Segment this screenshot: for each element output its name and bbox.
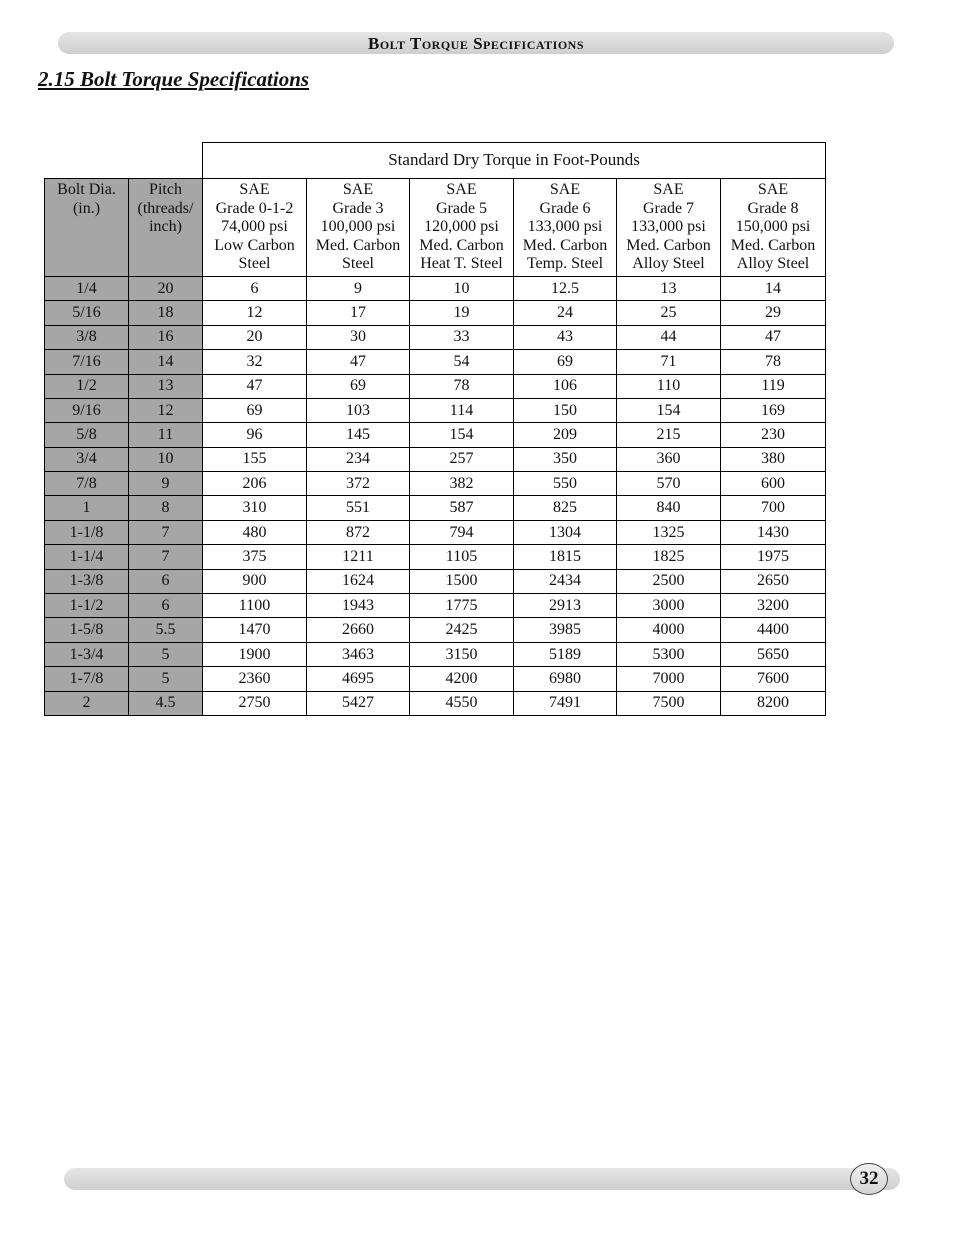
torque-value-cell: 155 [203,447,307,471]
torque-value-cell: 234 [307,447,410,471]
torque-value-cell: 700 [721,496,826,520]
torque-value-cell: 570 [617,472,721,496]
column-header-line: inch) [149,218,182,236]
torque-value-cell: 1211 [307,545,410,569]
column-header-line: Med. Carbon [419,236,504,254]
bolt-diameter-cell: 1/2 [45,374,129,398]
torque-value-cell: 154 [617,398,721,422]
column-header-line: Pitch [149,181,182,198]
torque-value-cell: 106 [514,374,617,398]
bolt-diameter-cell: 1-5/8 [45,618,129,642]
column-header-line: Grade 7 [642,199,695,217]
torque-value-cell: 47 [307,350,410,374]
torque-value-cell: 5189 [514,642,617,666]
torque-value-cell: 1304 [514,520,617,544]
column-header-line: Temp. Steel [526,255,604,273]
torque-value-cell: 5650 [721,642,826,666]
torque-value-cell: 2500 [617,569,721,593]
torque-value-cell: 4200 [410,667,514,691]
column-header-line: Grade 3 [332,199,384,217]
torque-value-cell: 43 [514,325,617,349]
column-header-4 [410,179,514,277]
torque-value-cell: 7491 [514,691,617,715]
torque-value-cell: 33 [410,325,514,349]
column-header-line: 100,000 psi [320,218,396,236]
torque-value-cell: 7000 [617,667,721,691]
pitch-cell: 12 [129,398,203,422]
torque-value-cell: 25 [617,301,721,325]
pitch-cell: 13 [129,374,203,398]
page-number: 32 [850,1163,888,1195]
torque-value-cell: 44 [617,325,721,349]
column-header-line: Alloy Steel [736,255,810,273]
pitch-cell: 5 [129,667,203,691]
torque-value-cell: 825 [514,496,617,520]
torque-value-cell: 600 [721,472,826,496]
table-body [45,276,826,715]
pitch-cell: 8 [129,496,203,520]
torque-value-cell: 145 [307,423,410,447]
torque-value-cell: 350 [514,447,617,471]
torque-value-cell: 96 [203,423,307,447]
torque-value-cell: 119 [721,374,826,398]
column-header-5 [514,179,617,277]
column-header-3 [307,179,410,277]
table-row [45,496,826,520]
torque-value-cell: 382 [410,472,514,496]
bolt-diameter-cell: 1/4 [45,276,129,300]
pitch-cell: 14 [129,350,203,374]
table-row [45,350,826,374]
table-row [45,472,826,496]
bolt-diameter-cell: 1 [45,496,129,520]
torque-value-cell: 1500 [410,569,514,593]
torque-value-cell: 2660 [307,618,410,642]
table-row [45,325,826,349]
column-header-line: 133,000 psi [527,218,603,236]
torque-value-cell: 3150 [410,642,514,666]
torque-value-cell: 840 [617,496,721,520]
footer-bar [64,1168,900,1190]
torque-value-cell: 900 [203,569,307,593]
torque-value-cell: 103 [307,398,410,422]
torque-value-cell: 7600 [721,667,826,691]
column-header-2 [203,179,307,277]
torque-value-cell: 2434 [514,569,617,593]
torque-value-cell: 1815 [514,545,617,569]
torque-value-cell: 1100 [203,594,307,618]
bolt-diameter-cell: 1-1/2 [45,594,129,618]
torque-value-cell: 4400 [721,618,826,642]
bolt-diameter-cell: 2 [45,691,129,715]
pitch-cell: 11 [129,423,203,447]
column-header-line: 150,000 psi [735,218,811,236]
table-row [45,398,826,422]
table-row [45,520,826,544]
column-header-line: Grade 0-1-2 [215,199,294,217]
torque-value-cell: 310 [203,496,307,520]
column-header-line: Med. Carbon [626,236,711,254]
torque-value-cell: 4550 [410,691,514,715]
bolt-diameter-cell: 3/4 [45,447,129,471]
column-header-6 [617,179,721,277]
torque-value-cell: 10 [410,276,514,300]
column-header-line: Heat T. Steel [420,255,503,273]
torque-value-cell: 169 [721,398,826,422]
torque-value-cell: 209 [514,423,617,447]
torque-value-cell: 1900 [203,642,307,666]
torque-value-cell: 69 [514,350,617,374]
bolt-diameter-cell: 7/16 [45,350,129,374]
torque-value-cell: 215 [617,423,721,447]
column-header-line: Grade 8 [747,199,799,217]
torque-value-cell: 13 [617,276,721,300]
torque-value-cell: 1105 [410,545,514,569]
torque-value-cell: 8200 [721,691,826,715]
bolt-diameter-cell: 1-3/8 [45,569,129,593]
torque-value-cell: 551 [307,496,410,520]
section-title: 2.15 Bolt Torque Specifications [38,67,310,91]
torque-value-cell: 12 [203,301,307,325]
torque-value-cell: 1624 [307,569,410,593]
torque-value-cell: 78 [721,350,826,374]
bolt-diameter-cell: 3/8 [45,325,129,349]
column-header-line: SAE [653,181,684,198]
bolt-torque-table [44,142,826,716]
table-row [45,545,826,569]
torque-value-cell: 1775 [410,594,514,618]
bolt-diameter-cell: 5/8 [45,423,129,447]
torque-value-cell: 6 [203,276,307,300]
header-bar [58,32,894,54]
column-header-line: Grade 6 [539,199,591,217]
column-header-line: 120,000 psi [424,218,499,236]
torque-value-cell: 154 [410,423,514,447]
pitch-cell: 9 [129,472,203,496]
torque-value-cell: 257 [410,447,514,471]
column-header-line: 74,000 psi [221,218,288,236]
torque-value-cell: 372 [307,472,410,496]
torque-value-cell: 47 [203,374,307,398]
torque-value-cell: 1975 [721,545,826,569]
torque-value-cell: 20 [203,325,307,349]
torque-value-cell: 19 [410,301,514,325]
column-header-line: SAE [446,181,477,198]
pitch-cell: 20 [129,276,203,300]
torque-value-cell: 17 [307,301,410,325]
torque-value-cell: 380 [721,447,826,471]
table-row [45,569,826,593]
torque-value-cell: 7500 [617,691,721,715]
torque-value-cell: 2913 [514,594,617,618]
torque-value-cell: 29 [721,301,826,325]
torque-value-cell: 3985 [514,618,617,642]
bolt-diameter-cell: 1-1/4 [45,545,129,569]
column-header-line: Med. Carbon [315,236,401,254]
group-header-row [45,143,826,179]
column-header-line: 133,000 psi [631,218,706,236]
torque-value-cell: 24 [514,301,617,325]
torque-value-cell: 110 [617,374,721,398]
table-row [45,423,826,447]
column-header-line: SAE [549,181,581,198]
torque-value-cell: 54 [410,350,514,374]
pitch-cell: 16 [129,325,203,349]
torque-value-cell: 9 [307,276,410,300]
table-row [45,276,826,300]
table-row [45,594,826,618]
torque-value-cell: 360 [617,447,721,471]
torque-value-cell: 4695 [307,667,410,691]
torque-value-cell: 872 [307,520,410,544]
torque-value-cell: 78 [410,374,514,398]
torque-value-cell: 3463 [307,642,410,666]
column-header-line: Bolt Dia. [57,181,116,198]
torque-value-cell: 1430 [721,520,826,544]
column-header-line: (in.) [72,199,101,217]
column-header-1 [129,179,203,277]
table-row [45,618,826,642]
column-header-7 [721,179,826,277]
column-header-line: SAE [342,181,374,198]
table-row [45,374,826,398]
torque-value-cell: 230 [721,423,826,447]
column-header-line: SAE [757,181,789,198]
column-header-row [45,179,826,277]
torque-value-cell: 550 [514,472,617,496]
torque-value-cell: 5427 [307,691,410,715]
pitch-cell: 5 [129,642,203,666]
column-header-line: Med. Carbon [522,236,608,254]
column-header-line: Grade 5 [435,199,488,217]
pitch-cell: 4.5 [129,691,203,715]
column-header-line: Med. Carbon [730,236,816,254]
torque-value-cell: 480 [203,520,307,544]
torque-value-cell: 375 [203,545,307,569]
torque-value-cell: 3000 [617,594,721,618]
pitch-cell: 10 [129,447,203,471]
torque-value-cell: 6980 [514,667,617,691]
torque-value-cell: 1943 [307,594,410,618]
bolt-diameter-cell: 7/8 [45,472,129,496]
blank-header-cell [45,143,203,179]
torque-value-cell: 30 [307,325,410,349]
running-header-title: Bolt Torque Specifications [367,34,585,53]
bolt-diameter-cell: 9/16 [45,398,129,422]
torque-value-cell: 69 [203,398,307,422]
torque-value-cell: 5300 [617,642,721,666]
column-header-line: Steel [238,255,271,273]
pitch-cell: 7 [129,520,203,544]
pitch-cell: 6 [129,594,203,618]
column-header-line: Low Carbon [214,236,295,254]
torque-value-cell: 794 [410,520,514,544]
table-row [45,691,826,715]
torque-value-cell: 14 [721,276,826,300]
torque-value-cell: 32 [203,350,307,374]
torque-value-cell: 3200 [721,594,826,618]
column-header-line: (threads/ [137,199,194,217]
pitch-cell: 18 [129,301,203,325]
torque-value-cell: 1825 [617,545,721,569]
table-row [45,642,826,666]
bolt-diameter-cell: 1-7/8 [45,667,129,691]
torque-value-cell: 69 [307,374,410,398]
torque-value-cell: 2425 [410,618,514,642]
table-row [45,301,826,325]
torque-value-cell: 71 [617,350,721,374]
bolt-diameter-cell: 1-1/8 [45,520,129,544]
torque-value-cell: 4000 [617,618,721,642]
column-header-line: Alloy Steel [632,255,705,273]
torque-value-cell: 47 [721,325,826,349]
pitch-cell: 6 [129,569,203,593]
column-header-line: SAE [239,181,270,198]
torque-value-cell: 2650 [721,569,826,593]
torque-value-cell: 1470 [203,618,307,642]
torque-value-cell: 2750 [203,691,307,715]
column-header-0 [45,179,129,277]
torque-value-cell: 114 [410,398,514,422]
torque-value-cell: 587 [410,496,514,520]
pitch-cell: 7 [129,545,203,569]
bolt-diameter-cell: 5/16 [45,301,129,325]
torque-value-cell: 1325 [617,520,721,544]
pitch-cell: 5.5 [129,618,203,642]
torque-value-cell: 206 [203,472,307,496]
table-row [45,447,826,471]
bolt-diameter-cell: 1-3/4 [45,642,129,666]
column-header-line: Steel [342,255,374,273]
torque-value-cell: 12.5 [514,276,617,300]
torque-group-header: Standard Dry Torque in Foot-Pounds [203,143,826,179]
torque-value-cell: 150 [514,398,617,422]
table-row [45,667,826,691]
torque-value-cell: 2360 [203,667,307,691]
